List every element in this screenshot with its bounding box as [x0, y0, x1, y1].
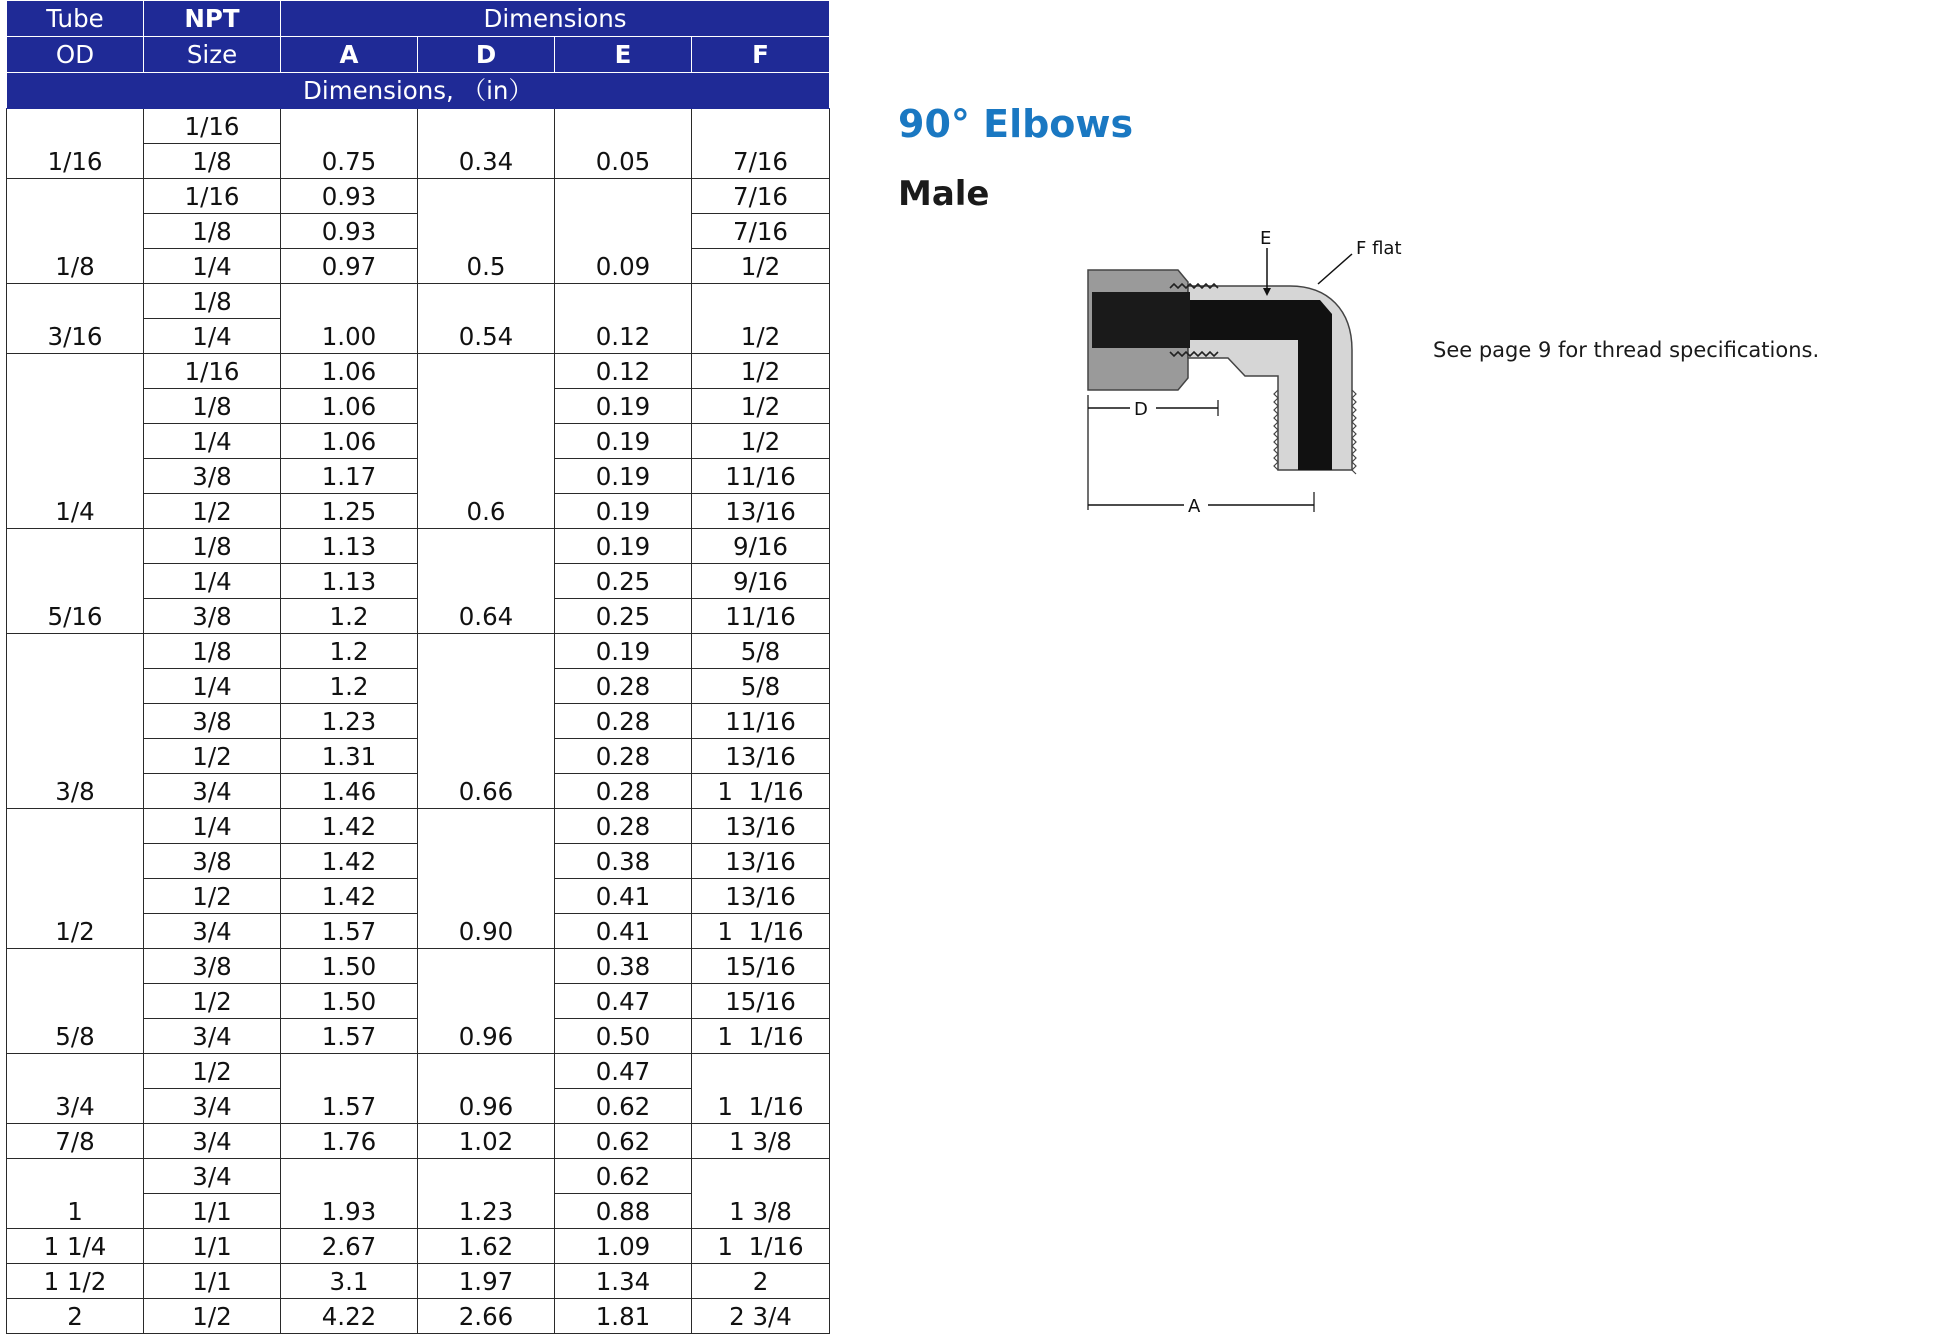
header-dimensions: Dimensions	[281, 1, 830, 37]
cell-npt-size: 1/16	[144, 179, 281, 214]
tube-shape	[1092, 292, 1190, 348]
cell-f: 2	[692, 1264, 830, 1299]
cell-a: 1.06	[281, 389, 418, 424]
cell-f: 1 1/16	[692, 1019, 830, 1054]
cell-a: 1.23	[281, 704, 418, 739]
cell-npt-size: 1/4	[144, 424, 281, 459]
cell-npt-size: 1/8	[144, 529, 281, 564]
cell-a: 1.17	[281, 459, 418, 494]
cell-f: 9/16	[692, 529, 830, 564]
cell-f: 1/2	[692, 284, 830, 354]
cell-npt-size: 3/4	[144, 1124, 281, 1159]
cell-d: 1.62	[418, 1229, 555, 1264]
cell-e: 0.25	[555, 599, 692, 634]
cell-f: 13/16	[692, 844, 830, 879]
cell-a: 1.13	[281, 529, 418, 564]
cell-a: 1.06	[281, 354, 418, 389]
cell-a: 1.2	[281, 634, 418, 669]
cell-e: 0.19	[555, 459, 692, 494]
cell-npt-size: 1/8	[144, 214, 281, 249]
cell-npt-size: 3/8	[144, 599, 281, 634]
cell-npt-size: 1/1	[144, 1264, 281, 1299]
table-row	[7, 634, 830, 669]
cell-npt-size: 3/4	[144, 1159, 281, 1194]
cell-e: 0.19	[555, 389, 692, 424]
cell-e: 0.88	[555, 1194, 692, 1229]
cell-f: 7/16	[692, 179, 830, 214]
cell-e: 0.47	[555, 1054, 692, 1089]
cell-e: 0.62	[555, 1089, 692, 1124]
cell-a: 1.42	[281, 844, 418, 879]
cell-a: 1.93	[281, 1159, 418, 1229]
cell-a: 1.42	[281, 809, 418, 844]
cell-npt-size: 3/4	[144, 1089, 281, 1124]
table-row	[7, 1264, 830, 1299]
cell-tube-od: 2	[7, 1299, 144, 1334]
table-row	[7, 354, 830, 389]
page-subtitle: Male	[898, 174, 990, 214]
cell-npt-size: 1/1	[144, 1229, 281, 1264]
header-col-d: D	[418, 37, 555, 73]
cell-e: 0.41	[555, 914, 692, 949]
header-col-a: A	[281, 37, 418, 73]
cell-e: 1.34	[555, 1264, 692, 1299]
cell-npt-size: 3/8	[144, 949, 281, 984]
label-f-flat: F flat	[1356, 238, 1402, 259]
cell-d: 0.66	[418, 634, 555, 809]
table-row	[7, 1299, 830, 1334]
cell-d: 0.34	[418, 109, 555, 179]
cell-e: 0.25	[555, 564, 692, 599]
cell-a: 1.00	[281, 284, 418, 354]
cell-f: 13/16	[692, 494, 830, 529]
header-units: Dimensions, （in）	[7, 73, 830, 109]
cell-a: 1.57	[281, 914, 418, 949]
cell-e: 0.19	[555, 494, 692, 529]
cell-tube-od: 1	[7, 1159, 144, 1229]
cell-d: 0.90	[418, 809, 555, 949]
cell-npt-size: 3/8	[144, 704, 281, 739]
cell-d: 0.96	[418, 949, 555, 1054]
cell-a: 1.76	[281, 1124, 418, 1159]
cell-tube-od: 1/8	[7, 179, 144, 284]
cell-e: 0.62	[555, 1124, 692, 1159]
cell-e: 0.19	[555, 424, 692, 459]
cell-f: 13/16	[692, 739, 830, 774]
cell-tube-od: 1 1/2	[7, 1264, 144, 1299]
table-row	[7, 949, 830, 984]
cell-tube-od: 5/16	[7, 529, 144, 634]
cell-npt-size: 1/16	[144, 109, 281, 144]
cell-npt-size: 3/4	[144, 914, 281, 949]
cell-e: 0.05	[555, 109, 692, 179]
cell-npt-size: 1/2	[144, 984, 281, 1019]
cell-npt-size: 1/8	[144, 144, 281, 179]
cell-f: 15/16	[692, 949, 830, 984]
cell-a: 1.46	[281, 774, 418, 809]
header-col-f: F	[692, 37, 830, 73]
cell-a: 0.93	[281, 214, 418, 249]
cell-a: 1.2	[281, 669, 418, 704]
cell-npt-size: 1/4	[144, 669, 281, 704]
cell-f: 9/16	[692, 564, 830, 599]
cell-npt-size: 3/8	[144, 459, 281, 494]
cell-a: 0.97	[281, 249, 418, 284]
cell-d: 1.02	[418, 1124, 555, 1159]
cell-npt-size: 3/4	[144, 1019, 281, 1054]
table-row	[7, 1229, 830, 1264]
cell-d: 0.96	[418, 1054, 555, 1124]
table-row	[7, 284, 830, 319]
cell-tube-od: 1 1/4	[7, 1229, 144, 1264]
cell-f: 11/16	[692, 459, 830, 494]
cell-npt-size: 1/4	[144, 809, 281, 844]
cell-npt-size: 1/8	[144, 284, 281, 319]
cell-e: 1.09	[555, 1229, 692, 1264]
cell-a: 1.13	[281, 564, 418, 599]
cell-a: 1.42	[281, 879, 418, 914]
table-row	[7, 1054, 830, 1089]
page-title: 90° Elbows	[898, 102, 1134, 146]
header-col-e: E	[555, 37, 692, 73]
cell-f: 1/2	[692, 424, 830, 459]
table-row	[7, 1124, 830, 1159]
cell-npt-size: 1/2	[144, 1299, 281, 1334]
cell-a: 1.57	[281, 1054, 418, 1124]
cell-f: 1 1/16	[692, 774, 830, 809]
table-row	[7, 109, 830, 144]
cell-e: 0.41	[555, 879, 692, 914]
cell-npt-size: 3/4	[144, 774, 281, 809]
cell-tube-od: 1/4	[7, 354, 144, 529]
cell-f: 11/16	[692, 599, 830, 634]
dimensions-table	[6, 0, 830, 1334]
cell-tube-od: 3/8	[7, 634, 144, 809]
cell-npt-size: 1/8	[144, 634, 281, 669]
cell-e: 1.81	[555, 1299, 692, 1334]
cell-npt-size: 1/16	[144, 354, 281, 389]
cell-npt-size: 1/2	[144, 739, 281, 774]
cell-e: 0.28	[555, 704, 692, 739]
label-e: E	[1260, 230, 1272, 249]
cell-e: 0.38	[555, 844, 692, 879]
cell-e: 0.19	[555, 634, 692, 669]
cell-tube-od: 3/16	[7, 284, 144, 354]
label-a: A	[1188, 496, 1201, 517]
cell-a: 4.22	[281, 1299, 418, 1334]
table-row	[7, 529, 830, 564]
cell-e: 0.28	[555, 669, 692, 704]
cell-a: 1.06	[281, 424, 418, 459]
cell-npt-size: 1/1	[144, 1194, 281, 1229]
cell-f: 1 1/16	[692, 914, 830, 949]
cell-e: 0.38	[555, 949, 692, 984]
cell-a: 3.1	[281, 1264, 418, 1299]
cell-npt-size: 1/2	[144, 879, 281, 914]
cell-e: 0.28	[555, 774, 692, 809]
cell-d: 0.54	[418, 284, 555, 354]
cell-npt-size: 1/4	[144, 249, 281, 284]
cell-e: 0.09	[555, 179, 692, 284]
header-tube: Tube	[7, 1, 144, 37]
header-size: Size	[144, 37, 281, 73]
table-row	[7, 809, 830, 844]
cell-npt-size: 1/2	[144, 1054, 281, 1089]
elbow-diagram	[1070, 230, 1430, 520]
cell-f: 1/2	[692, 249, 830, 284]
cell-tube-od: 7/8	[7, 1124, 144, 1159]
cell-e: 0.19	[555, 529, 692, 564]
cell-a: 1.50	[281, 984, 418, 1019]
table-body	[7, 109, 830, 1334]
cell-npt-size: 1/4	[144, 319, 281, 354]
cell-f: 5/8	[692, 634, 830, 669]
cell-d: 0.64	[418, 529, 555, 634]
thread-note: See page 9 for thread specifications.	[1433, 338, 1820, 362]
cell-tube-od: 3/4	[7, 1054, 144, 1124]
cell-npt-size: 1/4	[144, 564, 281, 599]
cell-f: 7/16	[692, 214, 830, 249]
cell-a: 1.57	[281, 1019, 418, 1054]
cell-f: 7/16	[692, 109, 830, 179]
cell-tube-od: 1/2	[7, 809, 144, 949]
cell-f: 15/16	[692, 984, 830, 1019]
cell-npt-size: 3/8	[144, 844, 281, 879]
cell-e: 0.12	[555, 354, 692, 389]
cell-npt-size: 1/8	[144, 389, 281, 424]
cell-a: 0.93	[281, 179, 418, 214]
cell-f: 1 3/8	[692, 1159, 830, 1229]
header-npt: NPT	[144, 1, 281, 37]
cell-e: 0.12	[555, 284, 692, 354]
table-row	[7, 1159, 830, 1194]
cell-a: 1.2	[281, 599, 418, 634]
cell-a: 2.67	[281, 1229, 418, 1264]
cell-a: 1.31	[281, 739, 418, 774]
cell-e: 0.28	[555, 809, 692, 844]
cell-a: 1.50	[281, 949, 418, 984]
table-row	[7, 179, 830, 214]
cell-f: 1/2	[692, 354, 830, 389]
label-d: D	[1134, 399, 1148, 420]
cell-tube-od: 5/8	[7, 949, 144, 1054]
cell-d: 1.23	[418, 1159, 555, 1229]
cell-a: 0.75	[281, 109, 418, 179]
cell-f: 13/16	[692, 879, 830, 914]
cell-d: 0.6	[418, 354, 555, 529]
cell-f: 1 1/16	[692, 1229, 830, 1264]
cell-f: 1 1/16	[692, 1054, 830, 1124]
cell-f: 1 3/8	[692, 1124, 830, 1159]
cell-e: 0.50	[555, 1019, 692, 1054]
cell-e: 0.62	[555, 1159, 692, 1194]
cell-d: 1.97	[418, 1264, 555, 1299]
cell-e: 0.28	[555, 739, 692, 774]
cell-tube-od: 1/16	[7, 109, 144, 179]
cell-a: 1.25	[281, 494, 418, 529]
cell-d: 2.66	[418, 1299, 555, 1334]
cell-f: 11/16	[692, 704, 830, 739]
cell-f: 1/2	[692, 389, 830, 424]
cell-d: 0.5	[418, 179, 555, 284]
cell-f: 2 3/4	[692, 1299, 830, 1334]
cell-f: 13/16	[692, 809, 830, 844]
cell-e: 0.47	[555, 984, 692, 1019]
cell-npt-size: 1/2	[144, 494, 281, 529]
header-od: OD	[7, 37, 144, 73]
cell-f: 5/8	[692, 669, 830, 704]
